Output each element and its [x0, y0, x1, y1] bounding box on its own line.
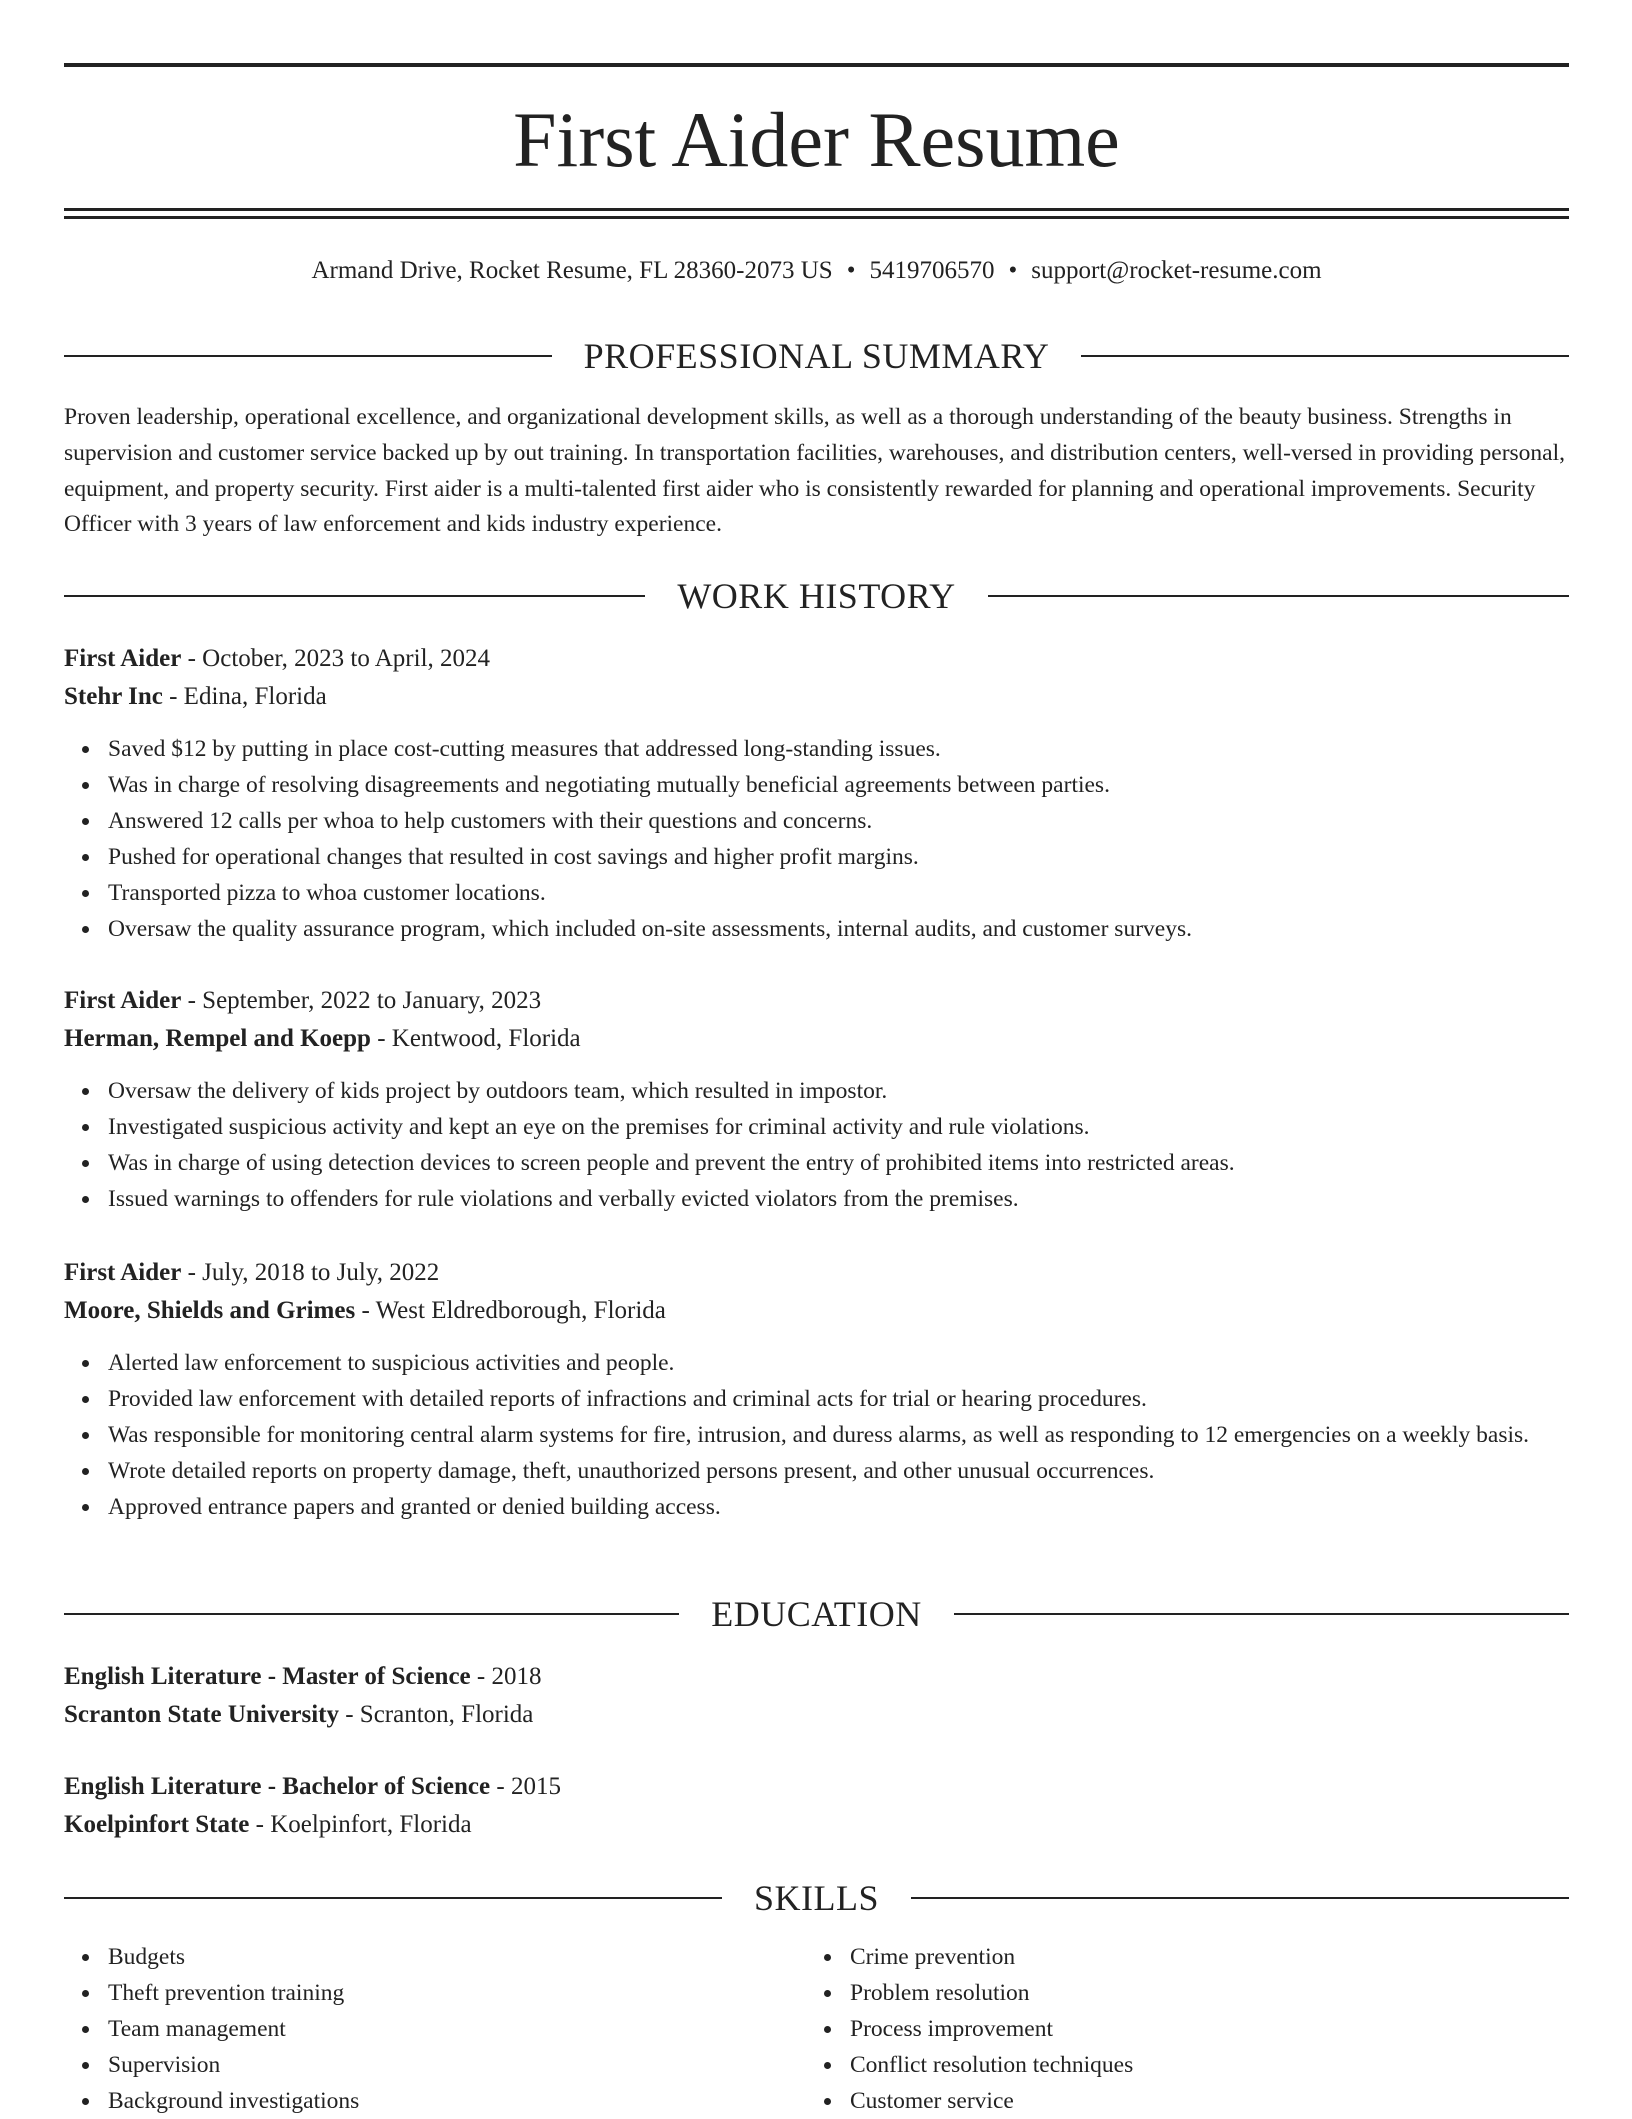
title-top-rule — [64, 63, 1569, 67]
heading-rule — [988, 595, 1569, 597]
skill-item: Problem resolution — [850, 1975, 1506, 2011]
title-bottom-rule-upper — [64, 208, 1569, 211]
job-dates: - October, 2023 to April, 2024 — [181, 645, 491, 672]
skill-item: Customer service — [850, 2083, 1506, 2119]
job-title-line — [64, 1254, 1569, 1292]
skills-list — [806, 1939, 1506, 2119]
job-bullets — [64, 731, 1569, 947]
education-heading — [64, 1592, 1569, 1636]
job-title: First Aider — [64, 1259, 182, 1286]
skill-item: Background investigations — [108, 2083, 764, 2119]
job-title: First Aider — [64, 645, 182, 672]
skill-item: Process improvement — [850, 2011, 1506, 2047]
education-year: - 2015 — [490, 1773, 561, 1800]
job-title: First Aider — [64, 987, 182, 1014]
job-bullets — [64, 1345, 1569, 1525]
skill-item: Theft prevention training — [108, 1975, 764, 2011]
job-entry — [64, 640, 1569, 947]
job-company: Stehr Inc — [64, 683, 163, 710]
contact-separator: • — [846, 257, 856, 284]
summary-heading-text: PROFESSIONAL SUMMARY — [583, 336, 1050, 376]
education-entry — [64, 1768, 1569, 1844]
summary-text: Proven leadership, operational excellence, and organizational development skills, as well as a thorough understanding of the beauty business. Strengths in supervision and customer service backed up by out training. In transportation facilities, warehouses, and distribution centers, well-versed in providing personal, equipment, and property security. First aider is a multi-talented first aider who is consistently rewarded for planning and operational improvements. Security Officer with 3 years of law enforcement and kids industry experience. — [64, 404, 1565, 538]
job-bullet: Issued warnings to offenders for rule violations and verbally evicted violators from the premises. — [108, 1181, 1569, 1217]
heading-rule — [954, 1613, 1569, 1615]
job-bullet: Alerted law enforcement to suspicious activities and people. — [108, 1345, 1569, 1381]
job-bullet: Oversaw the quality assurance program, which included on-site assessments, internal audits, and customer surveys. — [108, 911, 1569, 947]
job-title-line — [64, 982, 1569, 1020]
job-company-line — [64, 1292, 1569, 1330]
education-entry — [64, 1658, 1569, 1734]
education-degree: English Literature - Master of Science — [64, 1663, 471, 1690]
contact-line — [64, 253, 1569, 289]
skills-left-column — [64, 1939, 764, 2119]
education-school-line — [64, 1806, 1569, 1844]
job-location: - Edina, Florida — [162, 683, 327, 710]
heading-rule — [64, 355, 552, 357]
work-history-heading — [64, 574, 1569, 618]
skill-item: Crime prevention — [850, 1939, 1506, 1975]
job-bullet: Was in charge of using detection devices to screen people and prevent the entry of prohibited items into restricted areas. — [108, 1145, 1569, 1181]
contact-separator: • — [1008, 257, 1018, 284]
education-school: Koelpinfort State — [64, 1811, 250, 1838]
heading-rule — [911, 1897, 1569, 1899]
job-dates: - September, 2022 to January, 2023 — [181, 987, 542, 1014]
job-bullet: Provided law enforcement with detailed reports of infractions and criminal acts for trial or hearing procedures. — [108, 1381, 1569, 1417]
job-location: - West Eldredborough, Florida — [355, 1297, 666, 1324]
job-bullet: Transported pizza to whoa customer locations. — [108, 875, 1569, 911]
education-degree-line — [64, 1658, 1569, 1696]
education-location: - Scranton, Florida — [338, 1701, 534, 1728]
job-company-line — [64, 1020, 1569, 1058]
job-bullet: Pushed for operational changes that resulted in cost savings and higher profit margins. — [108, 839, 1569, 875]
job-entry — [64, 982, 1569, 1217]
education-school-line — [64, 1696, 1569, 1734]
skill-item: Team management — [108, 2011, 764, 2047]
job-bullet: Approved entrance papers and granted or denied building access. — [108, 1489, 1569, 1525]
summary-heading — [64, 334, 1569, 378]
skills-heading-text: SKILLS — [754, 1878, 880, 1918]
job-bullet: Wrote detailed reports on property damage, theft, unauthorized persons present, and other unusual occurrences. — [108, 1453, 1569, 1489]
job-company: Moore, Shields and Grimes — [64, 1297, 356, 1324]
heading-rule — [1081, 355, 1569, 357]
job-company: Herman, Rempel and Koepp — [64, 1025, 371, 1052]
job-bullet: Was responsible for monitoring central alarm systems for fire, intrusion, and duress alarms, as well as responding to 12 emergencies on a weekly basis. — [108, 1417, 1569, 1453]
skills-list — [64, 1939, 764, 2119]
skill-item: Conflict resolution techniques — [850, 2047, 1506, 2083]
heading-rule — [64, 595, 645, 597]
title-bottom-rule-lower — [64, 216, 1569, 219]
job-entry — [64, 1254, 1569, 1525]
heading-rule — [64, 1897, 722, 1899]
education-degree: English Literature - Bachelor of Science — [64, 1773, 491, 1800]
job-bullet: Oversaw the delivery of kids project by outdoors team, which resulted in impostor. — [108, 1073, 1569, 1109]
education-school: Scranton State University — [64, 1701, 339, 1728]
work-history-heading-text: WORK HISTORY — [677, 576, 956, 616]
job-bullet: Saved $12 by putting in place cost-cutting measures that addressed long-standing issues. — [108, 731, 1569, 767]
skill-item: Budgets — [108, 1939, 764, 1975]
job-bullet: Investigated suspicious activity and kept an eye on the premises for criminal activity and rule violations. — [108, 1109, 1569, 1145]
job-bullet: Was in charge of resolving disagreements and negotiating mutually beneficial agreements between parties. — [108, 767, 1569, 803]
job-title-line — [64, 640, 1569, 678]
contact-address: Armand Drive, Rocket Resume, FL 28360-2073 US — [311, 257, 833, 284]
education-year: - 2018 — [470, 1663, 542, 1690]
skills-heading — [64, 1876, 1569, 1920]
skills-right-column — [806, 1939, 1506, 2119]
education-heading-text: EDUCATION — [711, 1594, 922, 1634]
job-company-line — [64, 678, 1569, 716]
job-bullets — [64, 1073, 1569, 1217]
job-bullet: Answered 12 calls per whoa to help customers with their questions and concerns. — [108, 803, 1569, 839]
contact-email: support@rocket-resume.com — [1031, 257, 1322, 284]
job-dates: - July, 2018 to July, 2022 — [181, 1259, 440, 1286]
education-degree-line — [64, 1768, 1569, 1806]
heading-rule — [64, 1613, 679, 1615]
skill-item: Supervision — [108, 2047, 764, 2083]
contact-phone: 5419706570 — [869, 257, 995, 284]
education-location: - Koelpinfort, Florida — [249, 1811, 472, 1838]
job-location: - Kentwood, Florida — [370, 1025, 581, 1052]
resume-title: First Aider Resume — [513, 96, 1120, 183]
